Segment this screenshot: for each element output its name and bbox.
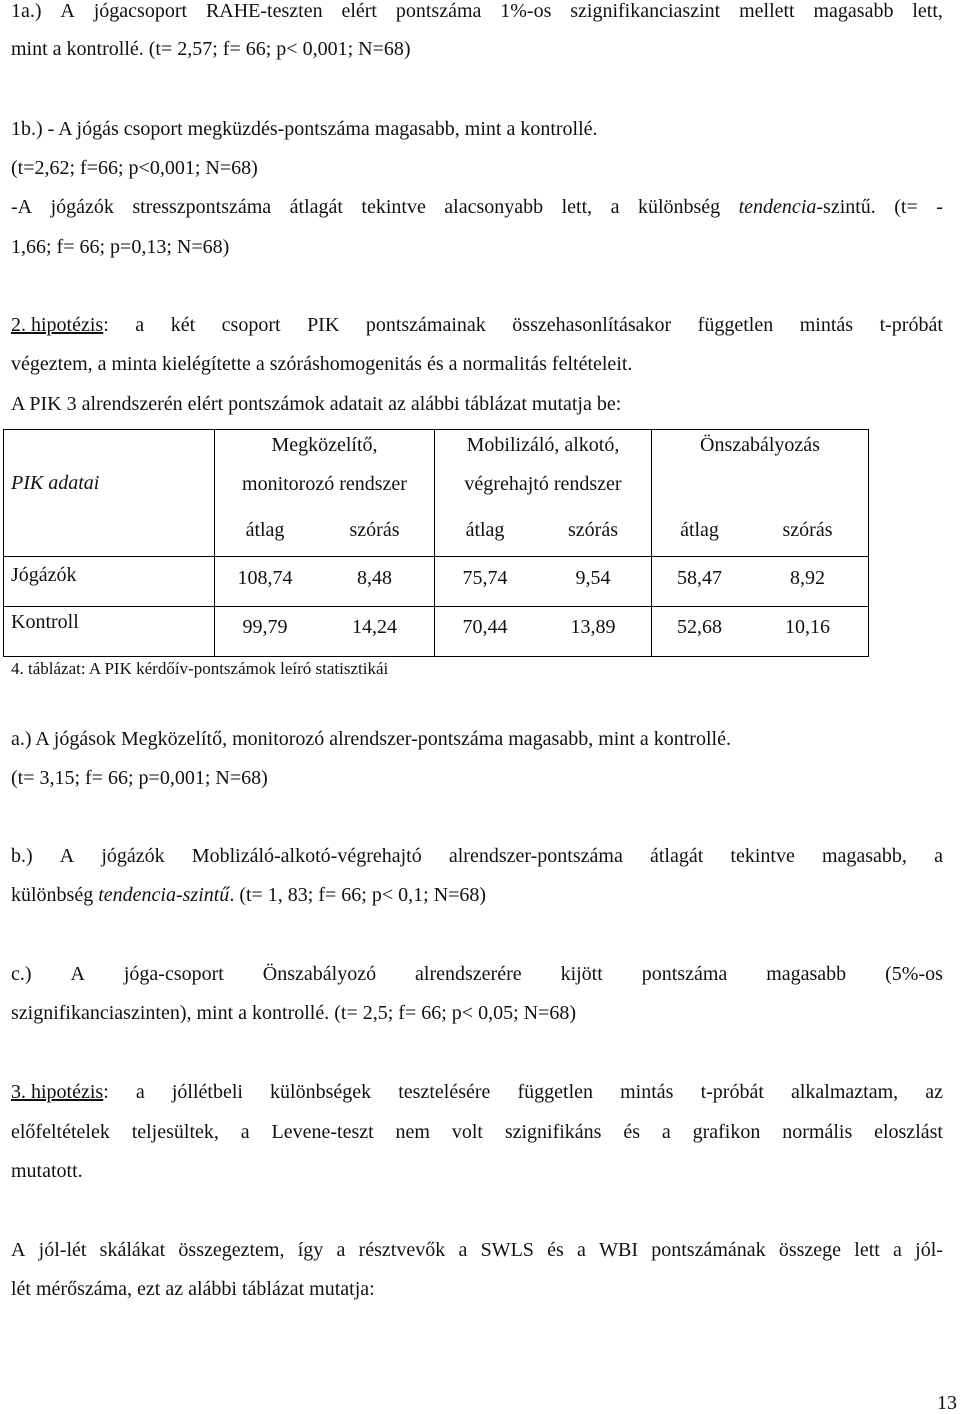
word: két bbox=[170, 314, 196, 336]
para-b-line2 bbox=[11, 882, 486, 908]
word: a bbox=[610, 196, 620, 218]
word: tekintve bbox=[361, 196, 426, 218]
subheader-3: átlag bbox=[465, 519, 505, 541]
para-a-line1: a.) A jógások Megközelítő, monitorozó alrendszer-pontszáma magasabb, mint a kontrollé. bbox=[11, 728, 731, 750]
word: WBI bbox=[599, 1239, 639, 1261]
word: SWLS bbox=[480, 1239, 534, 1261]
para-b-line2-italic: tendencia-szintű bbox=[98, 884, 230, 906]
hypothesis-2-line2: végeztem, a minta kielégítette a szóráshomogenitás és a normalitás feltételeit. bbox=[11, 353, 633, 375]
word: pontszámainak bbox=[365, 314, 486, 336]
para-1b-line4: 1,66; f= 66; p=0,13; N=68) bbox=[11, 236, 230, 258]
word: alrendszerére bbox=[415, 963, 522, 985]
para-1a-line2: mint a kontrollé. (t= 2,57; f= 66; p< 0,001; N=68) bbox=[11, 38, 411, 60]
word: átlagát bbox=[649, 845, 704, 867]
word: szignifikanciaszint bbox=[570, 0, 721, 22]
word: a bbox=[135, 1081, 145, 1103]
word: így bbox=[297, 1239, 324, 1261]
word: tendencia-szintű. bbox=[738, 196, 876, 218]
word: a bbox=[934, 845, 943, 867]
table-cell: 8,48 bbox=[357, 567, 392, 589]
word: előfeltételek bbox=[11, 1121, 110, 1143]
table-cell: 75,74 bbox=[462, 567, 508, 589]
word: A bbox=[11, 1239, 26, 1261]
subheader-6: szórás bbox=[782, 519, 833, 541]
word: különbségek bbox=[270, 1081, 372, 1103]
para-c-line2: szignifikanciaszinten), mint a kontrollé. (t= 2,5; f= 66; p< 0,05; N=68) bbox=[11, 1002, 577, 1024]
hypothesis-3-line1 bbox=[11, 1079, 943, 1105]
word: alrendszer-pontszáma bbox=[448, 845, 623, 867]
pik-table bbox=[3, 429, 869, 657]
word: skálákat bbox=[99, 1239, 166, 1261]
word: mintás bbox=[799, 314, 854, 336]
word: összege bbox=[778, 1239, 842, 1261]
word: átlagát bbox=[289, 196, 343, 218]
para-1b-line3-full bbox=[11, 194, 943, 220]
word: lett, bbox=[912, 0, 943, 22]
table-cell: 70,44 bbox=[462, 616, 508, 638]
para-c-line1 bbox=[11, 961, 943, 987]
word: 2. hipotézis: bbox=[11, 314, 109, 336]
para-wellbeing-line1 bbox=[11, 1237, 943, 1263]
word: b.) bbox=[11, 845, 33, 867]
word: a bbox=[661, 1121, 671, 1143]
word: jógázók bbox=[50, 196, 114, 218]
word: A bbox=[59, 845, 75, 867]
word: és bbox=[623, 1121, 640, 1143]
group-1-line2: monitorozó rendszer bbox=[242, 473, 407, 495]
word: (t= bbox=[894, 196, 918, 218]
word: alkalmaztam, bbox=[790, 1081, 899, 1103]
word: mellett bbox=[739, 0, 795, 22]
para-b-line2-pre: különbség bbox=[11, 884, 99, 906]
word: A bbox=[70, 963, 85, 985]
group-2-line1: Mobilizáló, alkotó, bbox=[466, 434, 620, 456]
table-cell: 8,92 bbox=[790, 567, 825, 589]
word: a bbox=[577, 1239, 586, 1261]
row-label-jogazok: Jógázók bbox=[11, 564, 77, 586]
word: szignifikáns bbox=[504, 1121, 602, 1143]
word: és bbox=[547, 1239, 564, 1261]
word: csoport bbox=[221, 314, 281, 336]
para-1b-line2: (t=2,62; f=66; p<0,001; N=68) bbox=[11, 157, 258, 179]
word: kijött bbox=[560, 963, 603, 985]
table-cell: 14,24 bbox=[352, 616, 397, 638]
para-a-line2: (t= 3,15; f= 66; p=0,001; N=68) bbox=[11, 767, 268, 789]
word: Önszabályozó bbox=[262, 963, 377, 985]
word: - bbox=[936, 196, 943, 218]
word: jóllétbeli bbox=[171, 1081, 243, 1103]
para-b-line2-post: . (t= 1, 83; f= 66; p< 0,1; N=68) bbox=[229, 884, 487, 906]
word: tesztelésére bbox=[398, 1081, 491, 1103]
word: Levene-teszt bbox=[271, 1121, 374, 1143]
word: tekintve bbox=[730, 845, 795, 867]
word: a bbox=[458, 1239, 468, 1261]
word: 3. hipotézis: bbox=[11, 1081, 109, 1103]
word: magasabb, bbox=[821, 845, 907, 867]
word: magasabb bbox=[813, 0, 894, 22]
word: t-próbát bbox=[879, 314, 943, 336]
row-label-kontroll: Kontroll bbox=[11, 611, 79, 633]
word: grafikon bbox=[692, 1121, 761, 1143]
word: résztvevők bbox=[358, 1239, 446, 1261]
para-b-line1 bbox=[11, 843, 943, 869]
word: a bbox=[336, 1239, 346, 1261]
word: jógacsoport bbox=[93, 0, 188, 22]
group-3-line1: Önszabályozás bbox=[700, 434, 820, 456]
hypothesis-2-line3: A PIK 3 alrendszerén elért pontszámok adatait az alábbi táblázat mutatja be: bbox=[11, 393, 622, 415]
page-number: 13 bbox=[937, 1392, 957, 1414]
table-cell: 13,89 bbox=[570, 616, 616, 638]
para-wellbeing-line2: lét mérőszáma, ezt az alábbi táblázat mutatja: bbox=[11, 1278, 375, 1300]
subheader-5: átlag bbox=[680, 519, 719, 541]
para-1a-line1 bbox=[11, 0, 943, 24]
word: az bbox=[925, 1081, 943, 1103]
table-cell: 10,16 bbox=[785, 616, 830, 638]
word: -A bbox=[11, 196, 33, 218]
subheader-4: szórás bbox=[568, 519, 618, 541]
para-1b-line1: 1b.) - A jógás csoport megküzdés-pontszáma magasabb, mint a kontrollé. bbox=[11, 118, 598, 140]
hypothesis-2-line1 bbox=[11, 312, 943, 338]
group-1-line1: Megközelítő, bbox=[271, 434, 378, 456]
word: RAHE-teszten bbox=[205, 0, 323, 22]
word: összehasonlításakor bbox=[512, 314, 672, 336]
word: A bbox=[60, 0, 75, 22]
hypothesis-3-line2 bbox=[11, 1119, 943, 1145]
word: eloszlást bbox=[874, 1121, 943, 1143]
word: jógázók bbox=[101, 845, 165, 867]
word: független bbox=[517, 1081, 594, 1103]
table-caption: 4. táblázat: A PIK kérdőív-pontszámok leíró statisztikái bbox=[11, 659, 389, 678]
table-cell: 9,54 bbox=[575, 567, 611, 589]
word: a bbox=[135, 314, 145, 336]
word: különbség bbox=[637, 196, 721, 218]
word: elért bbox=[341, 0, 377, 22]
word: jól- bbox=[915, 1239, 943, 1261]
table-cell: 58,47 bbox=[677, 567, 722, 589]
subheader-1: átlag bbox=[245, 519, 285, 541]
word: a bbox=[893, 1239, 902, 1261]
word: alacsonyabb bbox=[444, 196, 544, 218]
word: pontszáma bbox=[395, 0, 482, 22]
word: 1%-os bbox=[500, 0, 552, 22]
word: lett bbox=[854, 1239, 880, 1261]
word: összegeztem, bbox=[178, 1239, 285, 1261]
group-2-line2: végrehajtó rendszer bbox=[464, 473, 622, 495]
word: lett, bbox=[561, 196, 593, 218]
word: független bbox=[697, 314, 774, 336]
word: pontszámának bbox=[651, 1239, 766, 1261]
word: PIK bbox=[307, 314, 340, 336]
table-cell: 108,74 bbox=[237, 567, 293, 589]
word: (5%-os bbox=[885, 963, 943, 985]
word: c.) bbox=[11, 963, 32, 985]
word: nem bbox=[395, 1121, 430, 1143]
word: volt bbox=[451, 1121, 483, 1143]
word: jóga-csoport bbox=[123, 963, 224, 985]
word: pontszáma bbox=[641, 963, 728, 985]
hypothesis-3-line3: mutatott. bbox=[11, 1160, 83, 1182]
table-cell: 52,68 bbox=[677, 616, 722, 638]
word: teljesültek, bbox=[131, 1121, 219, 1143]
word: t-próbát bbox=[700, 1081, 764, 1103]
word: normális bbox=[782, 1121, 853, 1143]
table-cell: 99,79 bbox=[242, 616, 288, 638]
word: jól-lét bbox=[38, 1239, 87, 1261]
word: stresszpontszáma bbox=[132, 196, 272, 218]
word: a bbox=[240, 1121, 250, 1143]
word: Moblizáló-alkotó-végrehajtó bbox=[191, 845, 422, 867]
word: mintás bbox=[620, 1081, 674, 1103]
word: 1a.) bbox=[11, 0, 42, 22]
subheader-2: szórás bbox=[349, 519, 400, 541]
table-row-header: PIK adatai bbox=[11, 472, 100, 494]
word: magasabb bbox=[766, 963, 847, 985]
